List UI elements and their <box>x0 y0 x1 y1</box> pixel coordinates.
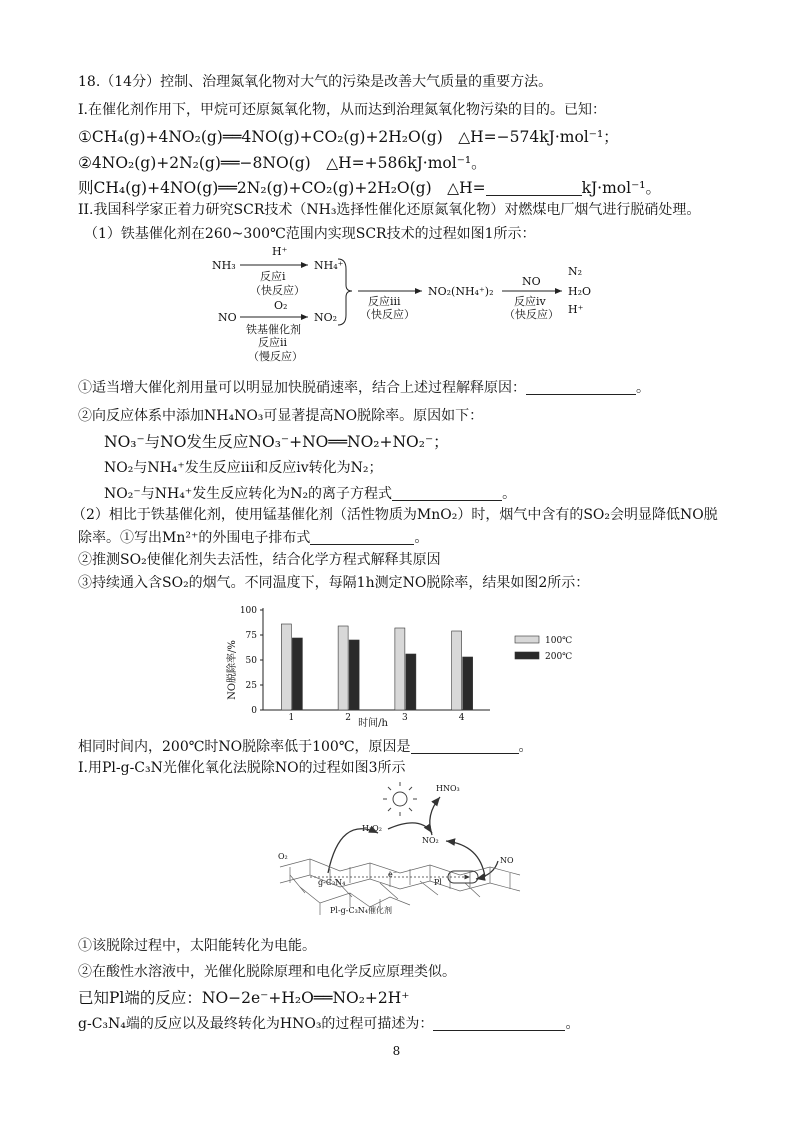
bar-100c-h4 <box>452 631 462 710</box>
equation-2: ②4NO₂(g)+2N₂(g)══−8NO(g) △H=+586kJ·mol⁻¹。 <box>78 154 487 172</box>
fig1-r3-speed: （快反应） <box>360 308 415 321</box>
chart-x-label: 时间/h <box>358 718 388 728</box>
fig1-product-n2: N₂ <box>568 265 583 278</box>
fig3-o2: O₂ <box>278 852 288 861</box>
part3-q4-end: 。 <box>565 1016 580 1032</box>
y-tick-label: 25 <box>245 681 257 691</box>
fig3-catalyst-lattice <box>280 859 520 915</box>
fig1-o2: O₂ <box>274 299 288 312</box>
bar-100c-h2 <box>338 626 348 710</box>
fig1-r3-label: 反应iii <box>368 295 401 308</box>
fig3-arrow-h2o2-no2 <box>388 823 432 833</box>
fig1-no2: NO₂ <box>314 311 338 324</box>
figure-2-no-removal-chart <box>215 600 615 728</box>
fig1-product-h2o: H₂O <box>568 285 592 298</box>
sub1-q2-c <box>104 484 516 504</box>
fig3-arrow-o2-h2o2 <box>328 829 378 873</box>
figure-1-scr-process <box>210 245 600 370</box>
equation-1: ①CH₄(g)+4NO₂(g)══4NO(g)+CO₂(g)+2H₂O(g) △H=−574kJ·mol⁻¹； <box>78 128 619 146</box>
part3-intro: I.用Pl-g-C₃N光催化氧化法脱除NO的过程如图3所示 <box>78 760 406 776</box>
equation-3 <box>78 178 661 198</box>
figure-3-photocatalysis <box>270 775 550 925</box>
sub2-line-b <box>78 528 428 548</box>
legend-swatch <box>515 652 539 659</box>
sub2-line-e-end: 。 <box>518 739 533 755</box>
x-tick-label: 1 <box>288 713 295 723</box>
bar-200c-h4 <box>463 657 473 710</box>
bar-200c-h3 <box>406 654 416 710</box>
fig3-hno3: HNO₃ <box>436 784 460 793</box>
fig3-h2o2: H₂O₂ <box>362 824 382 833</box>
bar-200c-h1 <box>292 638 302 710</box>
fig1-no-reagent: NO <box>522 275 541 288</box>
legend-label: 200℃ <box>545 652 573 662</box>
x-tick-label: 3 <box>402 713 408 723</box>
chart-y-label: NO脱除率/% <box>227 640 238 700</box>
answer-blank-dH[interactable] <box>486 181 582 196</box>
answer-blank-mn[interactable] <box>310 530 414 545</box>
fig1-no: NO <box>218 311 237 324</box>
sub1-q2-c-end: 。 <box>502 486 517 502</box>
legend-swatch <box>515 636 539 643</box>
y-tick-label: 0 <box>251 706 257 716</box>
part3-q4 <box>78 1014 579 1034</box>
bar-100c-h3 <box>395 628 405 710</box>
fig1-r1-label: 反应i <box>260 270 286 283</box>
sub2-line-c: ②推测SO₂使催化剂失去活性，结合化学方程式解释其原因 <box>78 552 441 568</box>
sub1-q2-c-text: NO₂⁻与NH₄⁺发生反应转化为N₂的离子方程式 <box>104 486 393 502</box>
part3-q1: ①该脱除过程中，太阳能转化为电能。 <box>78 938 316 954</box>
answer-blank-s1q1[interactable] <box>526 380 636 395</box>
y-tick-label: 75 <box>245 631 257 641</box>
sub1-q1-text: ①适当增大催化剂用量可以明显加快脱硝速率，结合上述过程解释原因： <box>78 380 526 396</box>
sub2-line-e <box>78 737 533 757</box>
sub2-line-d: ③持续通入含SO₂的烟气。不同温度下，每隔1h测定NO脱除率，结果如图2所示： <box>78 575 590 591</box>
sub1-text: （1）铁基催化剂在260~300℃范围内实现SCR技术的过程如图1所示： <box>84 226 536 242</box>
x-tick-label: 4 <box>458 713 465 723</box>
part1-intro: I.在催化剂作用下，甲烷可还原氮氧化物，从而达到治理氮氧化物污染的目的。已知： <box>78 102 606 118</box>
fig3-caption: Pl-g-C₃N₄催化剂 <box>330 906 393 915</box>
sub2-line-b-end: 。 <box>414 530 429 546</box>
answer-blank-s1q2[interactable] <box>392 486 502 501</box>
equation-3-text: 则CH₄(g)+4NO(g)══2N₂(g)+CO₂(g)+2H₂O(g) △H= <box>78 179 486 197</box>
sub1-q1 <box>78 378 650 398</box>
fig1-product-h: H⁺ <box>568 303 584 316</box>
part2-intro: II.我国科学家正着力研究SCR技术（NH₃选择性催化还原氮氧化物）对燃煤电厂烟气进行脱硝处理。 <box>78 202 701 218</box>
bar-100c-h1 <box>281 624 291 710</box>
fig1-catalyst: 铁基催化剂 <box>246 323 301 336</box>
y-tick-label: 50 <box>245 656 257 666</box>
x-tick-label: 2 <box>345 713 351 723</box>
sub2-line-e-text: 相同时间内，200℃时NO脱除率低于100℃，原因是 <box>78 739 411 755</box>
fig3-electron: e⁻ <box>388 870 397 879</box>
fig3-pl: Pl <box>434 878 442 887</box>
answer-blank-temp[interactable] <box>411 739 519 754</box>
sub2-line-a: （2）相比于铁基催化剂，使用锰基催化剂（活性物质为MnO₂）时，烟气中含有的SO₂会明显降低NO脱 <box>72 507 718 523</box>
fig3-arrow-to-hno3 <box>430 797 440 835</box>
fig1-r4-label: 反应iv <box>514 295 546 308</box>
fig1-r4-speed: （快反应） <box>504 308 559 321</box>
sub1-q2-b: NO₂与NH₄⁺发生反应iii和反应iv转化为N₂； <box>104 460 383 476</box>
page-number: 8 <box>392 1044 401 1058</box>
answer-blank-p3[interactable] <box>433 1016 565 1031</box>
sub2-line-b-text: 除率。①写出Mn²⁺的外围电子排布式 <box>78 530 311 546</box>
bar-200c-h2 <box>349 640 359 710</box>
fig1-intermediate: NO₂(NH₄⁺)₂ <box>428 285 494 298</box>
part3-q2: ②在酸性水溶液中，光催化脱除原理和电化学反应原理类似。 <box>78 964 456 980</box>
fig3-no: NO <box>500 856 514 865</box>
part3-q3: 已知Pl端的反应：NO−2e⁻+H₂O══NO₂+2H⁺ <box>78 989 410 1007</box>
fig1-r1-speed: （快反应） <box>250 284 305 297</box>
fig1-r2-speed: （慢反应） <box>248 350 303 363</box>
legend-label: 100℃ <box>545 636 573 646</box>
question-title: 18.（14分）控制、治理氮氧化物对大气的污染是改善大气质量的重要方法。 <box>78 74 553 90</box>
sub1-q1-end: 。 <box>636 380 650 396</box>
fig1-r2-label: 反应ii <box>258 336 288 349</box>
fig1-nh4: NH₄⁺ <box>314 259 344 272</box>
sun-icon <box>383 782 417 816</box>
fig1-h-plus: H⁺ <box>272 245 288 258</box>
part3-q4-text: g-C₃N₄端的反应以及最终转化为HNO₃的过程可描述为： <box>78 1016 434 1032</box>
y-tick-label: 100 <box>239 606 257 616</box>
sub1-q2: ②向反应体系中添加NH₄NO₃可显著提高NO脱除率。原因如下： <box>78 408 484 424</box>
sub1-q2-a: NO₃⁻与NO发生反应NO₃⁻+NO══NO₂+NO₂⁻； <box>104 433 449 451</box>
fig1-nh3: NH₃ <box>212 259 236 272</box>
equation-3-unit: kJ·mol⁻¹。 <box>581 179 661 197</box>
fig3-no2: NO₂ <box>422 836 439 845</box>
fig3-gc3n4: g-C₃N₄ <box>318 878 346 887</box>
